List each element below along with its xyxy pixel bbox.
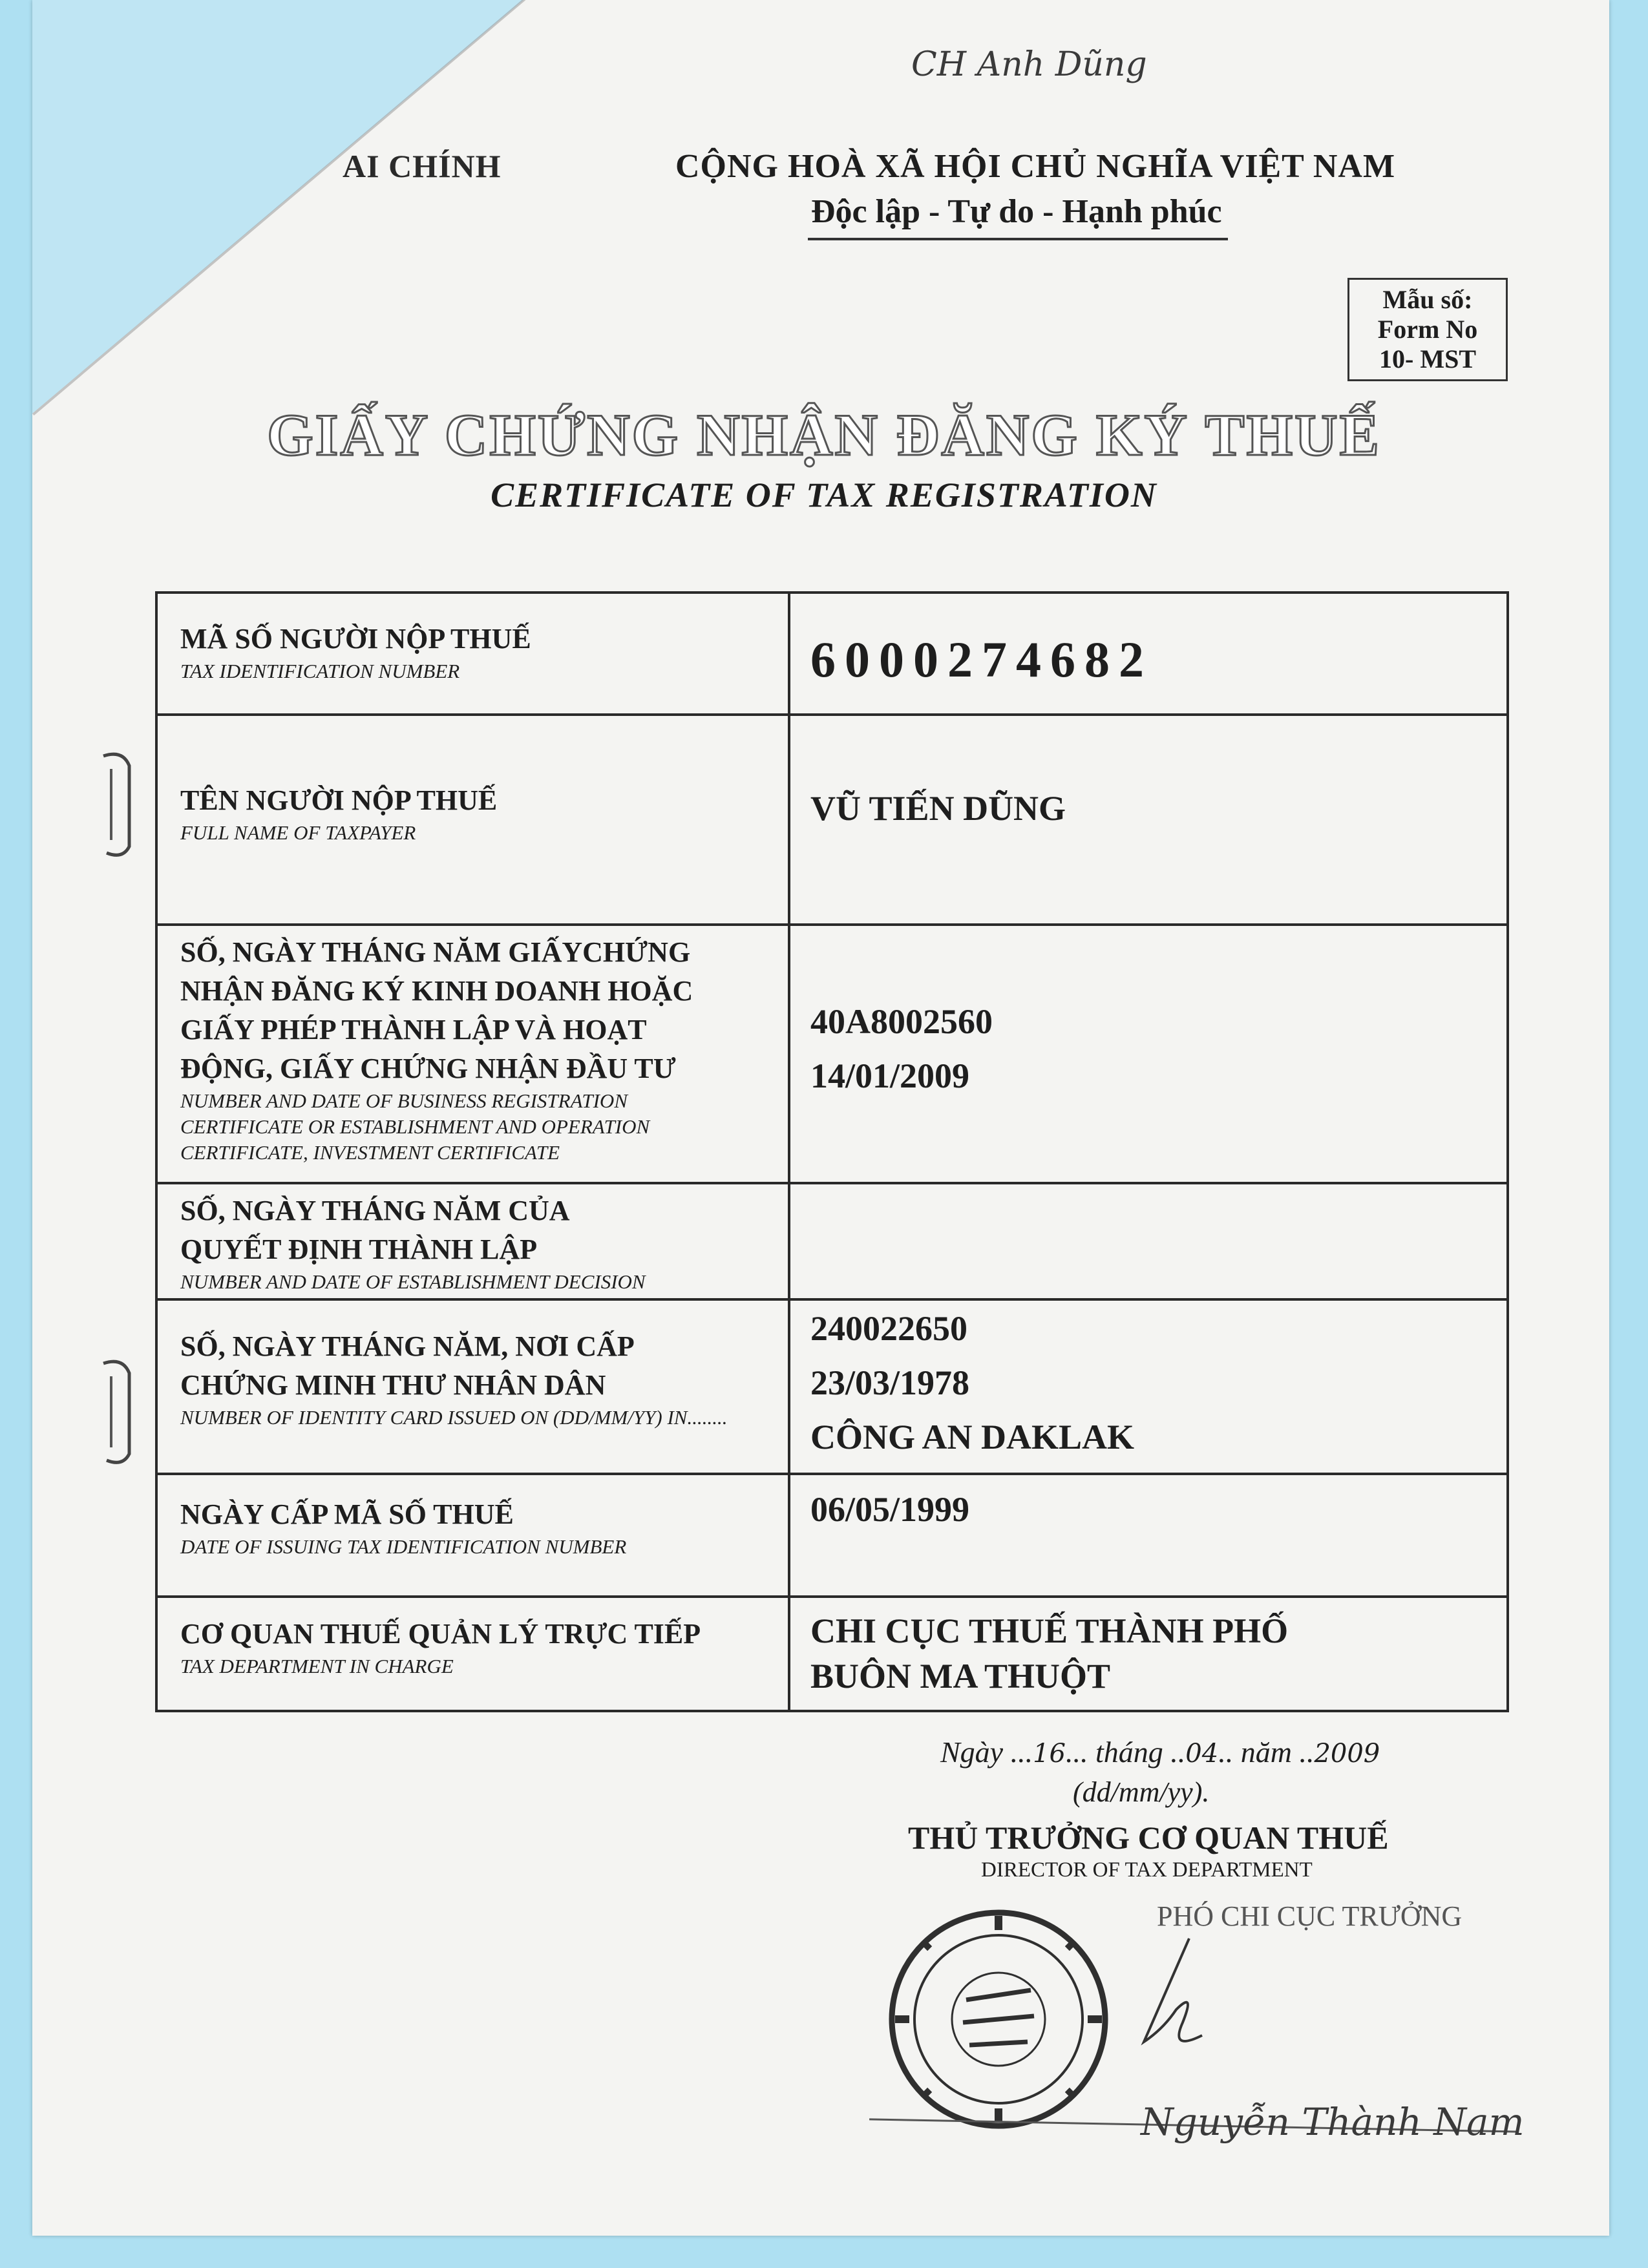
taxpayer-name-label: TÊN NGƯỜI NỘP THUẾ FULL NAME OF TAXPAYER — [180, 784, 498, 844]
ministry-name: AI CHÍNH — [343, 148, 502, 184]
tax-department-line: CHI CỤC THUẾ THÀNH PHỐ — [810, 1612, 1289, 1650]
identity-card-value — [810, 1301, 1134, 1464]
row-divider — [158, 1182, 1506, 1184]
issue-date: Ngày ...16... tháng ..04.. năm ..2009 — [940, 1736, 1380, 1769]
tin-issue-date-label: NGÀY CẤP MÃ SỐ THUẾ DATE OF ISSUING TAX IDENTIFICATION NUMBER — [180, 1498, 627, 1558]
certificate-title: GIẤY CHỨNG NHẬN ĐĂNG KÝ THUẾ — [267, 402, 1381, 468]
row-divider — [158, 1298, 1506, 1301]
issue-year: 2009 — [1314, 1739, 1380, 1769]
tax-department-line: BUÔN MA THUỘT — [810, 1657, 1111, 1696]
business-registration-date: 14/01/2009 — [810, 1056, 970, 1095]
row-divider — [158, 713, 1506, 716]
form-label-en: Form No — [1377, 315, 1478, 344]
business-registration-number: 40A8002560 — [810, 1002, 993, 1041]
motto-underline — [808, 238, 1228, 240]
deputy-title-stamp: PHÓ CHI CỤC TRƯỞNG — [1157, 1900, 1463, 1932]
identity-card-number: 240022650 — [810, 1309, 967, 1348]
form-number-box — [1347, 278, 1508, 381]
identity-card-label: SỐ, NGÀY THÁNG NĂM, NƠI CẤP CHỨNG MINH THƯ NHÂN DÂN NUMBER OF IDENTITY CARD ISSUED ON (DD/MM/YY) IN........ — [180, 1330, 728, 1429]
business-registration-label: SỐ, NGÀY THÁNG NĂM GIẤYCHỨNG NHẬN ĐĂNG KÝ KINH DOANH HOẶC GIẤY PHÉP THÀNH LẬP VÀ HOẠT ĐỘNG, GIẤY CHỨNG NHẬN ĐẦU TƯ NUMBER AND DATE OF BUSINESS REGISTRATION CERTIFICATE OR ESTABLISHMENT AND OPERATION CERTIFICATE, INVESTMENT CERTIFICATE — [180, 936, 693, 1164]
identity-card-date: 23/03/1978 — [810, 1363, 970, 1402]
date-format: (dd/mm/yy). — [1073, 1776, 1210, 1808]
taxpayer-name-value: VŨ TIẾN DŨNG — [810, 789, 1066, 828]
director-title-vn: THỦ TRƯỞNG CƠ QUAN THUẾ — [908, 1820, 1389, 1856]
signature-flourish-icon — [1125, 1932, 1215, 2055]
table-divider — [788, 594, 790, 1710]
signer-name: Nguyễn Thành Nam — [1141, 2100, 1525, 2144]
identity-card-issuer: CÔNG AN DAKLAK — [810, 1418, 1135, 1456]
tin-issue-date-value: 06/05/1999 — [810, 1490, 970, 1529]
certificate-subtitle: CERTIFICATE OF TAX REGISTRATION — [491, 476, 1157, 514]
business-registration-value — [810, 994, 993, 1103]
registration-table — [155, 591, 1509, 1712]
tin-value: 6000274682 — [810, 631, 1153, 688]
row-divider — [158, 1595, 1506, 1598]
establishment-decision-label: SỐ, NGÀY THÁNG NĂM CỦA QUYẾT ĐỊNH THÀNH LẬP NUMBER AND DATE OF ESTABLISHMENT DECISION — [180, 1195, 646, 1293]
binding-clip-icon — [97, 750, 136, 859]
national-motto: Độc lập - Tự do - Hạnh phúc — [811, 193, 1222, 230]
issue-day: 16 — [1033, 1739, 1066, 1769]
binding-clip-icon — [97, 1357, 136, 1467]
tax-department-label: CƠ QUAN THUẾ QUẢN LÝ TRỰC TIẾP TAX DEPARTMENT IN CHARGE — [180, 1618, 701, 1677]
row-divider — [158, 1473, 1506, 1475]
form-label-vn: Mẫu số: — [1382, 285, 1473, 314]
form-code: 10- MST — [1379, 344, 1476, 373]
issue-month: 04 — [1185, 1739, 1219, 1769]
tax-department-value — [810, 1608, 1288, 1699]
handwritten-note: CH Anh Dũng — [911, 45, 1147, 84]
official-seal-icon — [882, 1903, 1115, 2136]
tin-label: MÃ SỐ NGƯỜI NỘP THUẾ TAX IDENTIFICATION NUMBER — [180, 623, 531, 682]
row-divider — [158, 923, 1506, 926]
republic-name: CỘNG HOÀ XÃ HỘI CHỦ NGHĨA VIỆT NAM — [675, 148, 1396, 185]
director-title-en: DIRECTOR OF TAX DEPARTMENT — [981, 1858, 1313, 1882]
